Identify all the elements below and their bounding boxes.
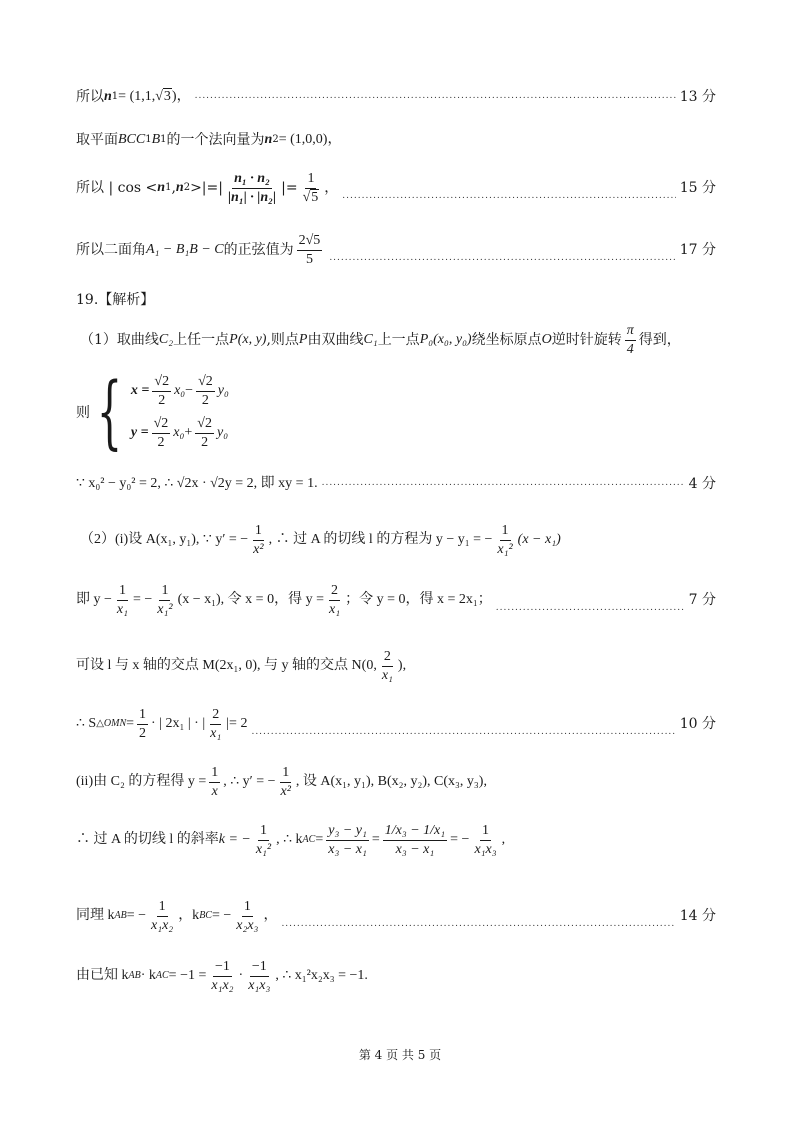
sub: AB bbox=[128, 970, 141, 981]
line-cos bbox=[76, 170, 716, 206]
numerator: 2 bbox=[329, 582, 340, 601]
text: 逆时针旋转 bbox=[551, 331, 622, 348]
numerator: 1 bbox=[305, 170, 316, 189]
fraction bbox=[326, 822, 369, 858]
line-known bbox=[76, 958, 716, 994]
dihedral-angle: A₁ − B₁B − C bbox=[146, 241, 224, 257]
text: ；令 y = 0，得 x = 2x₁； bbox=[345, 591, 492, 607]
fraction bbox=[155, 582, 174, 618]
text: = bbox=[315, 831, 324, 847]
math: C₁ bbox=[363, 331, 378, 347]
line-points-mn bbox=[76, 648, 716, 684]
text: 由双曲线 bbox=[307, 331, 364, 348]
denominator: x₃ − x₁ bbox=[395, 841, 435, 857]
numerator: 2√5 bbox=[297, 232, 323, 251]
numerator: 1 bbox=[159, 582, 170, 601]
denominator: 2 bbox=[201, 434, 209, 450]
denominator: 5 bbox=[305, 251, 313, 267]
text: |= 2 bbox=[226, 715, 248, 731]
text: 所以二面角 bbox=[76, 241, 146, 258]
var: x₀ bbox=[174, 383, 186, 398]
plane: BCC bbox=[118, 132, 146, 147]
numerator: 1 bbox=[258, 822, 269, 841]
fraction bbox=[246, 958, 272, 994]
system-rows bbox=[131, 373, 229, 451]
sub: 1 bbox=[145, 134, 152, 146]
numerator: 2 bbox=[382, 648, 393, 667]
text: · | 2x₁ | · | bbox=[151, 715, 206, 731]
text: ，k bbox=[178, 907, 200, 923]
line-area bbox=[76, 706, 716, 742]
fraction bbox=[278, 764, 292, 800]
numerator: 1 bbox=[242, 898, 253, 917]
math: O bbox=[541, 331, 552, 347]
sub: AB bbox=[114, 910, 127, 921]
leader-dots bbox=[342, 191, 675, 206]
text: （2）(i)设 A(x₁, y₁), ∵ y′ = − bbox=[80, 531, 249, 547]
sqrt3: 3 bbox=[163, 89, 171, 104]
lhs: x = bbox=[130, 383, 150, 398]
numerator: 2 bbox=[210, 706, 221, 725]
line-xy1 bbox=[76, 476, 716, 493]
fraction bbox=[208, 706, 223, 742]
denominator: 2 bbox=[158, 392, 166, 408]
sub: 1 bbox=[165, 182, 172, 193]
text: = bbox=[371, 831, 380, 847]
leader-dots bbox=[195, 91, 676, 106]
numerator: y₃ − y₁ bbox=[326, 822, 369, 841]
text: 所以 | cos < bbox=[76, 179, 158, 196]
text: = − bbox=[211, 907, 232, 923]
numerator: √2 bbox=[152, 373, 171, 392]
numerator: 1 bbox=[117, 582, 128, 601]
fraction bbox=[149, 898, 175, 934]
sub: 2 bbox=[183, 182, 191, 193]
denominator: x₁² bbox=[255, 841, 272, 857]
denominator: |n₁| · |n₂| bbox=[227, 189, 277, 205]
text: 所以 bbox=[76, 88, 104, 105]
text: = − bbox=[450, 831, 470, 847]
numerator: 1 bbox=[480, 822, 491, 841]
text: （1）取曲线 bbox=[80, 331, 159, 348]
text: 由已知 k bbox=[76, 967, 129, 983]
numerator: −1 bbox=[213, 958, 232, 977]
sub: 1 bbox=[111, 90, 119, 102]
fraction bbox=[251, 522, 265, 558]
leader-dots bbox=[281, 919, 675, 934]
denominator: x₁ bbox=[116, 601, 128, 617]
line-part2-ii bbox=[76, 764, 716, 800]
denominator: 2 bbox=[157, 434, 165, 450]
numerator: 1 bbox=[209, 764, 220, 783]
sub: 1 bbox=[160, 134, 167, 146]
op: − bbox=[185, 383, 194, 398]
fraction bbox=[115, 582, 130, 618]
text: 得到， bbox=[638, 331, 681, 348]
fraction bbox=[209, 958, 235, 994]
expr: = (1,1, bbox=[118, 88, 156, 104]
comma: , bbox=[171, 179, 176, 196]
text: , ∴ 过 A 的切线 l 的方程为 y − y₁ = − bbox=[268, 531, 493, 547]
numerator: 1 bbox=[157, 898, 168, 917]
line-part2-i bbox=[80, 522, 720, 558]
denominator: x₃ − x₁ bbox=[328, 841, 367, 857]
var: y₀ bbox=[216, 425, 229, 440]
math: C₂ bbox=[158, 331, 174, 347]
vector-n: n bbox=[157, 179, 166, 195]
text: · bbox=[238, 967, 244, 983]
denominator: x₁² bbox=[497, 541, 513, 557]
text: , 设 A(x₁, y₁), B(x₂, y₂), C(x₃, y₃), bbox=[295, 773, 487, 789]
text: · k bbox=[140, 967, 156, 983]
system-row-x bbox=[131, 373, 229, 409]
fraction bbox=[152, 415, 171, 451]
sub: AC bbox=[155, 970, 169, 981]
fraction bbox=[137, 706, 148, 742]
fraction bbox=[495, 522, 514, 558]
score: 17 分 bbox=[679, 241, 716, 258]
text: k = − bbox=[218, 831, 251, 847]
text: 的正弦值为 bbox=[223, 241, 294, 258]
numerator: π bbox=[625, 322, 636, 341]
text: = −1 = bbox=[168, 967, 207, 983]
denominator: x₁ bbox=[328, 601, 341, 617]
leader-dots bbox=[322, 478, 685, 493]
denominator: x² bbox=[280, 783, 291, 799]
text: , ∴ y′ = − bbox=[223, 773, 276, 789]
fraction bbox=[234, 898, 260, 934]
denominator: √5 bbox=[302, 189, 319, 205]
fraction bbox=[301, 170, 322, 206]
denominator: x² bbox=[253, 541, 264, 557]
line-slope bbox=[76, 822, 716, 858]
numerator: −1 bbox=[250, 958, 269, 977]
sub: 2 bbox=[272, 134, 279, 146]
vector-n: n bbox=[175, 179, 184, 195]
denominator: x₁x₃ bbox=[248, 977, 271, 993]
text: 同理 k bbox=[76, 907, 115, 923]
fraction bbox=[195, 415, 214, 451]
line-intercepts bbox=[76, 582, 716, 618]
text: = − bbox=[126, 907, 147, 923]
close: )， bbox=[171, 88, 191, 104]
score: 4 分 bbox=[688, 476, 716, 492]
numerator: √2 bbox=[152, 415, 171, 434]
text: (x − x₁) bbox=[517, 531, 561, 547]
leader-dots bbox=[329, 253, 675, 268]
fraction bbox=[209, 764, 220, 800]
text: ,则点 bbox=[266, 331, 299, 348]
denominator: x₁x₂ bbox=[211, 977, 234, 993]
sub: △OMN bbox=[96, 718, 127, 729]
op: + bbox=[184, 425, 193, 440]
text: ), bbox=[397, 657, 407, 673]
text: 绕坐标原点 bbox=[471, 331, 542, 348]
fraction bbox=[196, 373, 215, 409]
denominator: x₁ bbox=[210, 725, 222, 741]
numerator: n₁ · n₂ bbox=[232, 170, 272, 189]
text: 即 y − bbox=[76, 591, 112, 607]
vector-n: n bbox=[264, 132, 273, 147]
denominator: 2 bbox=[139, 725, 147, 741]
fraction bbox=[383, 822, 447, 858]
sub: AC bbox=[302, 834, 316, 845]
text: ∴ 过 A 的切线 l 的斜率 bbox=[76, 831, 219, 847]
denominator: 2 bbox=[201, 392, 209, 408]
page-footer: 第 4 页 共 5 页 bbox=[358, 1048, 442, 1062]
line-n2 bbox=[76, 132, 716, 149]
lhs: y = bbox=[130, 425, 149, 440]
section-heading: 19.【解析】 bbox=[76, 292, 155, 308]
text: , ∴ k bbox=[276, 831, 303, 847]
numerator: 1 bbox=[137, 706, 148, 725]
vector-n: n bbox=[104, 88, 112, 104]
numerator: 1/x₃ − 1/x₁ bbox=[383, 822, 447, 841]
text: = − bbox=[133, 591, 153, 607]
leader-dots bbox=[496, 603, 685, 618]
text: ∵ x₀² − y₀² = 2, ∴ √2x · √2y = 2, 即 xy = 1. bbox=[76, 476, 318, 491]
text: = bbox=[126, 715, 135, 731]
text: (x − x₁), 令 x = 0，得 y = bbox=[177, 591, 324, 607]
line-similar bbox=[76, 898, 716, 934]
line-n1: 所以 n 1 = (1,1, √ 3 )， ..... 13 分 bbox=[76, 88, 716, 106]
text: ， bbox=[324, 179, 339, 196]
denominator: x₁x₂ bbox=[151, 917, 174, 933]
text: 可设 l 与 x 轴的交点 M(2x₁, 0), 与 y 轴的交点 N(0, bbox=[76, 657, 377, 673]
score: 13 分 bbox=[679, 88, 716, 105]
score: 15 分 bbox=[679, 179, 716, 196]
fraction bbox=[226, 170, 278, 206]
fraction bbox=[472, 822, 498, 858]
var: y₀ bbox=[217, 383, 229, 398]
denominator: 4 bbox=[626, 341, 634, 357]
score: 10 分 bbox=[679, 715, 716, 732]
numerator: √2 bbox=[196, 373, 215, 392]
text: 则 bbox=[76, 405, 90, 421]
system-row-y bbox=[131, 415, 229, 451]
text: , ∴ x₁²x₂x₃ = −1. bbox=[275, 967, 368, 983]
denominator: x₁² bbox=[157, 601, 173, 617]
score: 14 分 bbox=[679, 907, 716, 924]
text: 上一点 bbox=[377, 331, 420, 348]
equation-system bbox=[76, 362, 229, 462]
text: ∴ S bbox=[76, 715, 97, 731]
sqrt5: 5 bbox=[311, 189, 319, 205]
denominator: x₂x₃ bbox=[236, 917, 259, 933]
leader-dots bbox=[251, 727, 675, 742]
numerator: 1 bbox=[280, 764, 291, 783]
denominator: x₁ bbox=[381, 667, 393, 683]
fraction bbox=[254, 822, 273, 858]
plane-b: B bbox=[151, 132, 161, 147]
math: P bbox=[298, 331, 308, 347]
brace: { bbox=[96, 365, 123, 458]
fraction bbox=[327, 582, 342, 618]
math: P(x, y) bbox=[229, 331, 267, 347]
text: >|=| bbox=[190, 179, 223, 196]
numerator: 1 bbox=[500, 522, 511, 541]
line-part1 bbox=[80, 322, 740, 358]
numerator: 1 bbox=[253, 522, 264, 541]
fraction bbox=[625, 322, 636, 358]
fraction bbox=[380, 648, 395, 684]
fraction bbox=[152, 373, 171, 409]
denominator: x bbox=[211, 783, 218, 799]
var: x₀ bbox=[173, 425, 185, 440]
heading-19 bbox=[76, 292, 716, 309]
text: ， bbox=[263, 907, 278, 923]
text: 的一个法向量为 bbox=[166, 132, 265, 148]
denominator: x₁x₃ bbox=[474, 841, 497, 857]
fraction bbox=[297, 232, 323, 268]
math: P₀(x₀, y₀) bbox=[419, 331, 472, 347]
score: 7 分 bbox=[688, 591, 716, 608]
numerator: √2 bbox=[195, 415, 214, 434]
line-sine bbox=[76, 232, 716, 268]
text: |= bbox=[281, 179, 298, 196]
sub: BC bbox=[199, 910, 212, 921]
text: 取平面 bbox=[76, 132, 118, 148]
expr: = (1,0,0)， bbox=[278, 132, 342, 147]
text: 上任一点 bbox=[173, 331, 230, 348]
text: (ii)由 C₂ 的方程得 y = bbox=[76, 773, 207, 789]
text: , bbox=[501, 831, 506, 847]
